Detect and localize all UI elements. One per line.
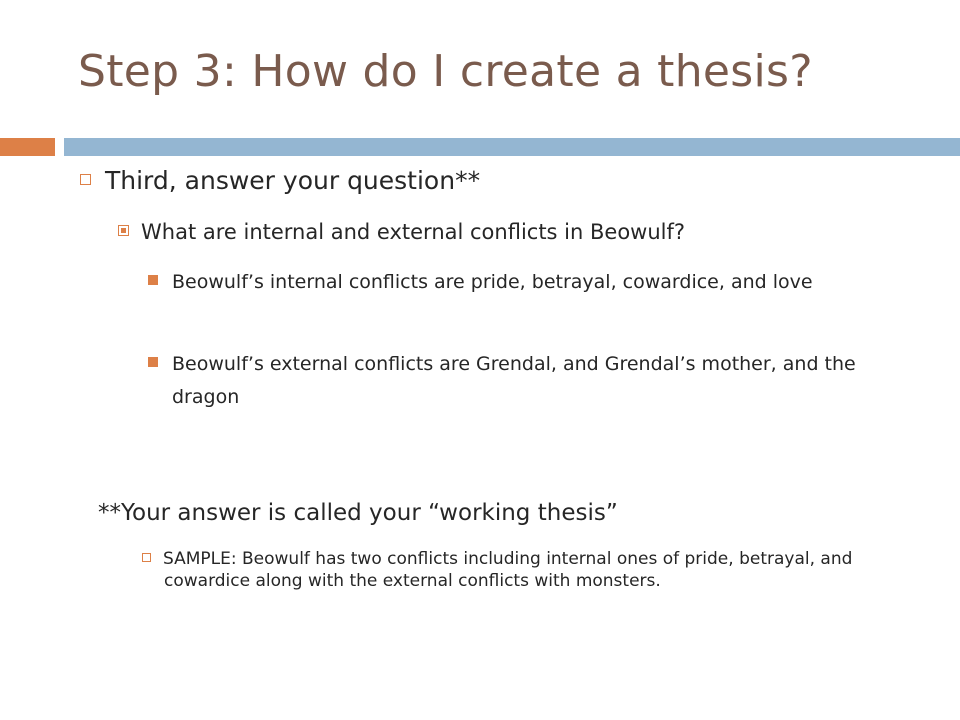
bullet-level2 — [118, 220, 685, 244]
sample-thesis — [142, 548, 886, 592]
bullet-level3-text: Beowulf’s external conflicts are Grendal, and Grendal’s mother, and the dragon — [172, 353, 856, 408]
bullet-level1 — [80, 166, 480, 195]
sample-thesis-text: SAMPLE: Beowulf has two conflicts including internal ones of pride, betrayal, and cowardice along with the external conflicts with monsters. — [163, 549, 853, 591]
nested-square-bullet-icon — [118, 225, 129, 236]
bullet-level2-text: What are internal and external conflicts in Beowulf? — [141, 220, 686, 244]
bullet-level1-text: Third, answer your question** — [105, 166, 481, 195]
hollow-square-bullet-icon — [142, 553, 151, 562]
bullet-level3-item — [148, 348, 908, 414]
working-thesis-note: **Your answer is called your “working thesis” — [98, 500, 618, 526]
accent-bar-left — [0, 138, 55, 156]
accent-bar-right — [64, 138, 960, 156]
bullet-level3-item — [148, 266, 908, 299]
filled-square-bullet-icon — [148, 357, 158, 367]
hollow-square-bullet-icon — [80, 174, 91, 185]
filled-square-bullet-icon — [148, 275, 158, 285]
bullet-level3-text: Beowulf’s internal conflicts are pride, betrayal, cowardice, and love — [172, 271, 813, 293]
slide-title: Step 3: How do I create a thesis? — [78, 46, 813, 97]
